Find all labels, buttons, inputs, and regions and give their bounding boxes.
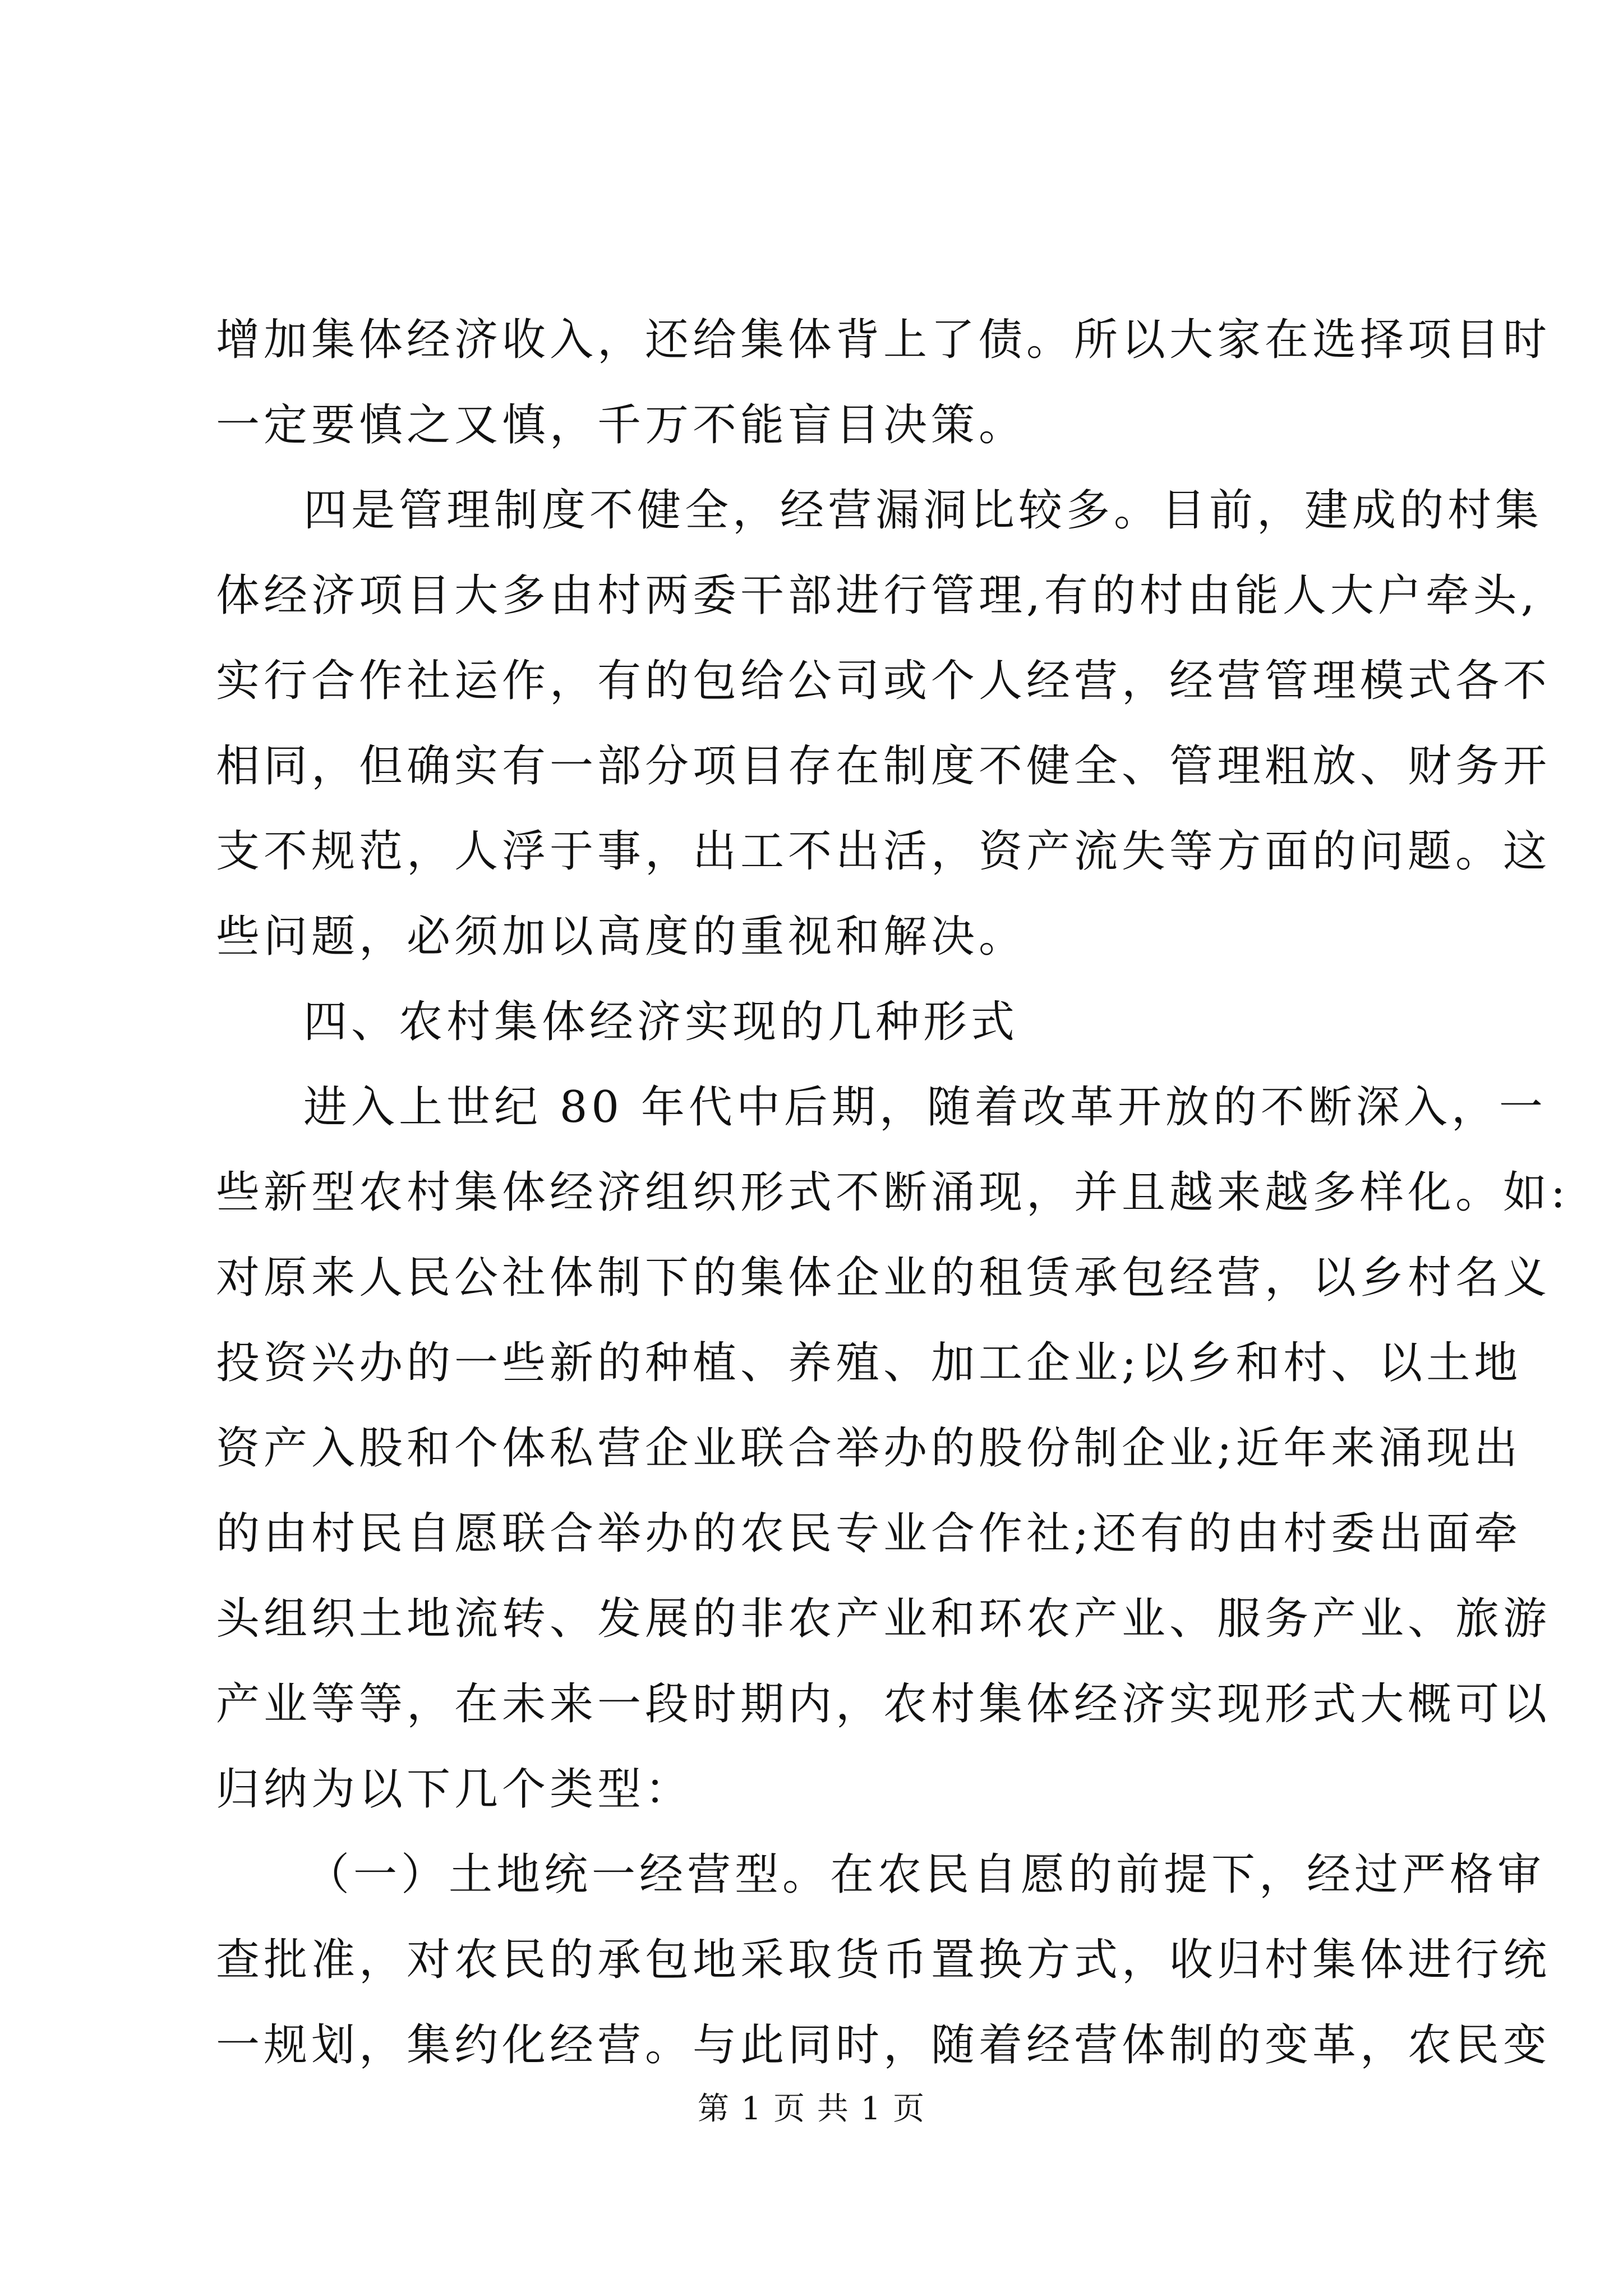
text-line: 投资兴办的一些新的种植、养殖、加工企业;以乡和村、以土地 — [216, 1338, 1522, 1388]
page-footer — [0, 2090, 1623, 2129]
text-line: 相同，但确实有一部分项目存在制度不健全、管理粗放、财务开 — [216, 741, 1551, 792]
text-line: 些问题，必须加以高度的重视和解决。 — [216, 912, 1027, 962]
text-line: 头组织土地流转、发展的非农产业和环农产业、服务产业、旅游 — [216, 1594, 1551, 1644]
text-line: 实行合作社运作，有的包给公司或个人经营，经营管理模式各不 — [216, 656, 1551, 706]
text-line: 的由村民自愿联合举办的农民专业合作社;还有的由村委出面牵 — [216, 1508, 1522, 1559]
text-line: 体经济项目大多由村两委干部进行管理,有的村由能人大户牵头, — [216, 570, 1539, 621]
text-line: 支不规范，人浮于事，出工不出活，资产流失等方面的问题。这 — [216, 826, 1551, 877]
text-line: 归纳为以下几个类型： — [216, 1764, 693, 1815]
text-line: 产业等等，在未来一段时期内，农村集体经济实现形式大概可以 — [216, 1679, 1551, 1729]
text-line: 查批准，对农民的承包地采取货币置换方式，收归村集体进行统 — [216, 1935, 1551, 1985]
page-number: 第 1 页 共 1 页 — [697, 2091, 926, 2127]
text-line: （一）土地统一经营型。在农民自愿的前提下，经过严格审 — [306, 1849, 1546, 1900]
text-line: 四是管理制度不健全，经营漏洞比较多。目前，建成的村集 — [303, 485, 1543, 536]
text-line: 增加集体经济收入，还给集体背上了债。所以大家在选择项目时 — [216, 315, 1551, 365]
body-text — [216, 297, 1570, 2088]
section-heading: 四、农村集体经济实现的几种形式 — [303, 997, 1019, 1047]
text-line: 对原来人民公社体制下的集体企业的租赁承包经营，以乡村名义 — [216, 1253, 1551, 1303]
text-line: 资产入股和个体私营企业联合举办的股份制企业;近年来涌现出 — [216, 1423, 1522, 1474]
text-line: 一定要慎之又慎，千万不能盲目决策。 — [216, 400, 1027, 450]
text-line: 进入上世纪 80 年代中后期，随着改革开放的不断深入，一 — [303, 1082, 1547, 1133]
text-line: 一规划，集约化经营。与此同时，随着经营体制的变革，农民变 — [216, 2020, 1551, 2070]
text-line: 些新型农村集体经济组织形式不断涌现，并且越来越多样化。如: — [216, 1167, 1570, 1218]
